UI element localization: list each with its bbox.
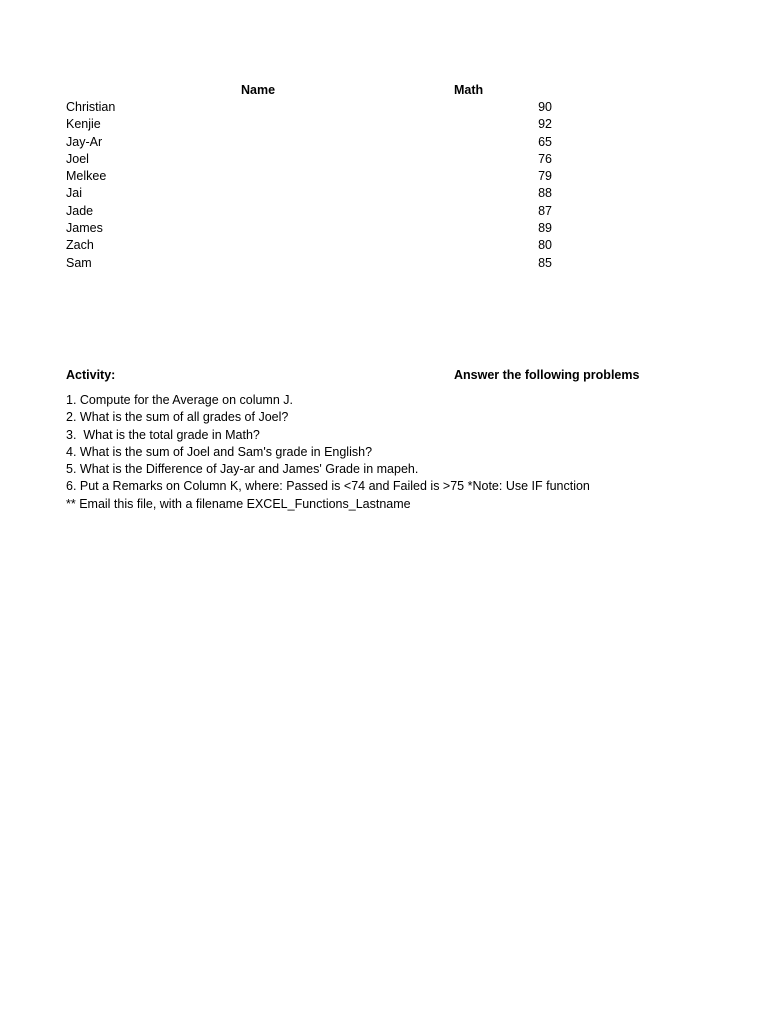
math-grade-cell: 90 — [538, 100, 552, 114]
math-grade-cell: 76 — [538, 151, 552, 166]
column-header-name: Name — [241, 83, 276, 97]
math-grade-cell: 85 — [538, 255, 552, 270]
student-name-cell: Jay-Ar — [66, 134, 103, 149]
table-row — [66, 117, 586, 134]
table-row — [66, 221, 586, 238]
table-row — [66, 152, 586, 169]
table-row — [66, 238, 586, 255]
email-note: ** Email this file, with a filename EXCEL_Functions_Lastname — [66, 496, 411, 511]
table-row — [66, 186, 586, 203]
problem-item: 6. Put a Remarks on Column K, where: Passed is <74 and Failed is >75 *Note: Use IF function — [66, 479, 590, 494]
math-grade-cell: 89 — [538, 221, 552, 236]
student-name-cell: Sam — [66, 255, 92, 270]
student-name-cell: Zach — [66, 238, 94, 253]
grades-table — [66, 100, 586, 273]
problem-list — [66, 393, 726, 514]
table-row — [66, 256, 586, 273]
activity-instruction: Answer the following problems — [454, 368, 640, 382]
activity-label: Activity: — [66, 368, 116, 382]
student-name-cell: Joel — [66, 151, 89, 166]
student-name-cell: James — [66, 221, 103, 236]
student-name-cell: Kenjie — [66, 117, 101, 132]
student-name-cell: Jai — [66, 186, 82, 201]
student-name-cell: Christian — [66, 100, 116, 114]
table-row — [66, 169, 586, 186]
math-grade-cell: 80 — [538, 238, 552, 253]
problem-item: 1. Compute for the Average on column J. — [66, 393, 293, 407]
problem-item: 5. What is the Difference of Jay-ar and James' Grade in mapeh. — [66, 462, 419, 477]
math-grade-cell: 65 — [538, 134, 552, 149]
problem-item: 2. What is the sum of all grades of Joel? — [66, 410, 289, 425]
math-grade-cell: 92 — [538, 117, 552, 132]
table-row — [66, 100, 586, 117]
column-header-math: Math — [454, 83, 484, 97]
math-grade-cell: 88 — [538, 186, 552, 201]
table-row — [66, 135, 586, 152]
problem-item: 3. What is the total grade in Math? — [66, 427, 260, 442]
table-row — [66, 204, 586, 221]
student-name-cell: Jade — [66, 203, 94, 218]
student-name-cell: Melkee — [66, 169, 107, 184]
math-grade-cell: 79 — [538, 169, 552, 184]
problem-item: 4. What is the sum of Joel and Sam's grade in English? — [66, 444, 373, 459]
math-grade-cell: 87 — [538, 203, 552, 218]
